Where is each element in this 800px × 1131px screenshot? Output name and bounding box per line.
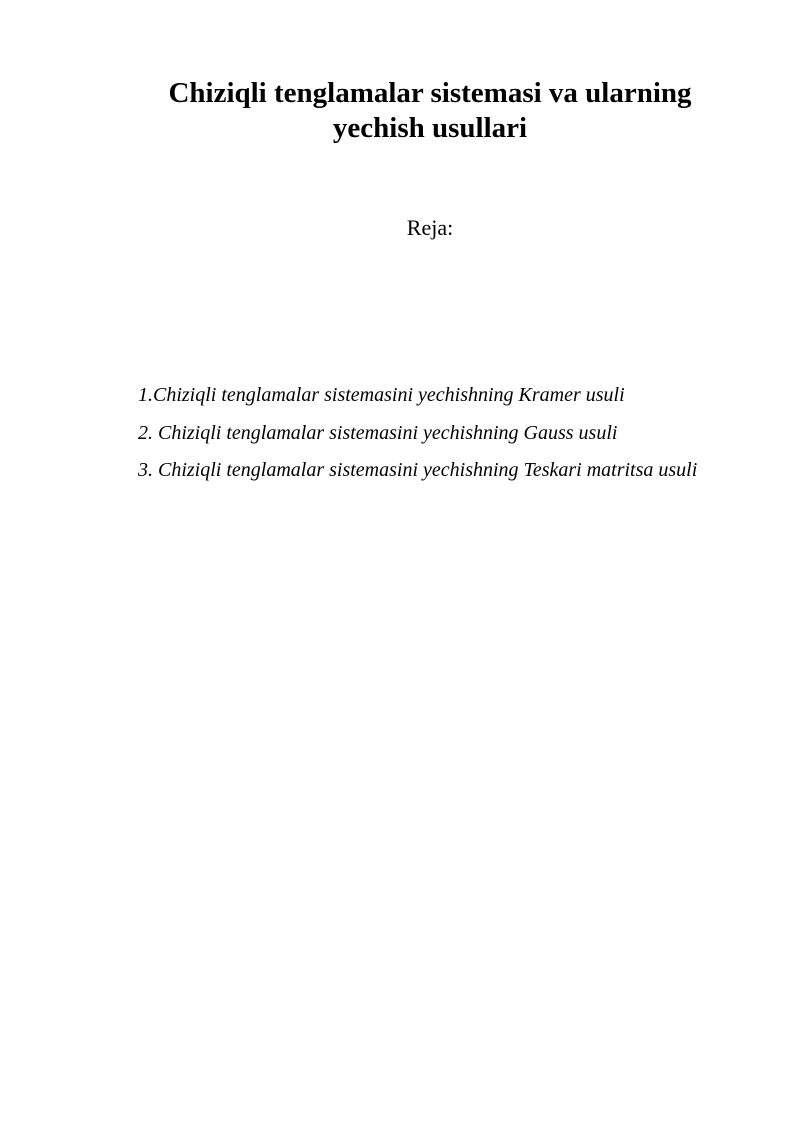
plan-item-inverse-matrix: 3. Chiziqli tenglamalar sistemasini yechishning Teskari matritsa usuli [138, 459, 698, 481]
document-title [115, 76, 745, 146]
plan-heading: Reja: [406, 215, 454, 240]
title-line-1: Chiziqli tenglamalar sistemasi va ularning [168, 77, 692, 109]
plan-list [138, 377, 697, 490]
plan-item-gauss: 2. Chiziqli tenglamalar sistemasini yechishning Gauss usuli [138, 421, 618, 444]
plan-item-kramer: 1.Chiziqli tenglamalar sistemasini yechishning Kramer usuli [138, 384, 625, 406]
title-line-2: yechish usullari [332, 112, 528, 144]
